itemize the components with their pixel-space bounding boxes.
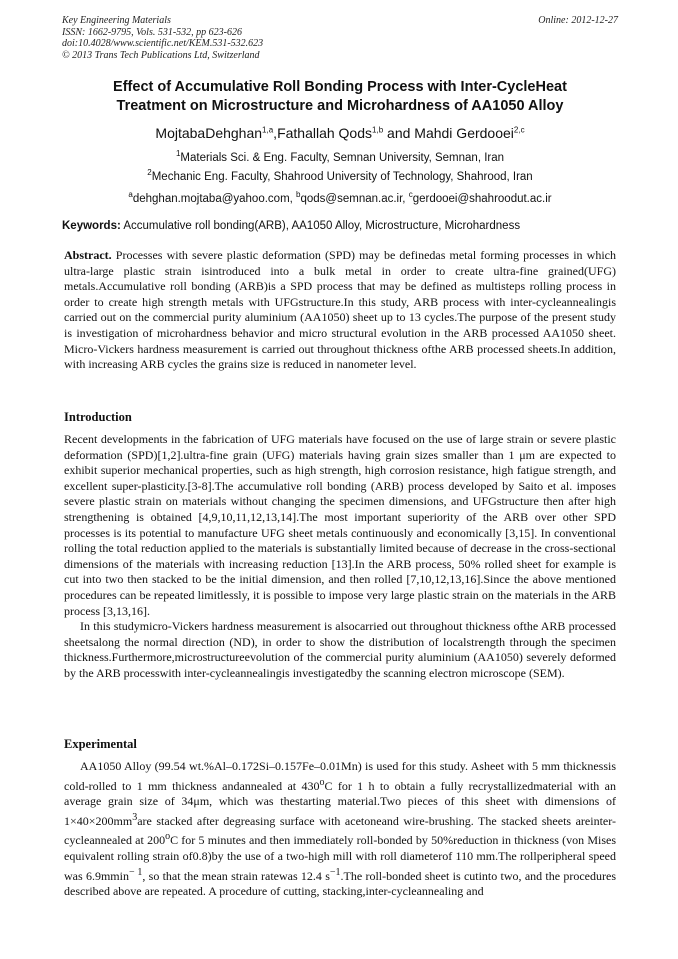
author-superscript: 2,c: [513, 125, 525, 135]
experimental-superscript: o: [319, 776, 325, 788]
experimental-superscript: −1: [329, 866, 341, 878]
experimental-text: .The roll-bonded sheet is cutinto two, and the procedures described above are repeated. A procedure of cutting, stacking,inter-cycleannealing and: [64, 868, 617, 899]
experimental-paragraph-1: [64, 759, 616, 900]
author-name: Mahdi Gerdooei: [414, 125, 514, 141]
experimental-text: , so that the mean strain ratewas 12.4 s: [142, 868, 330, 883]
author-name: Fathallah Qods: [277, 125, 373, 141]
keywords-label: Keywords:: [62, 220, 121, 232]
affiliation-superscript: 1: [175, 149, 181, 159]
doi-line: doi:10.4028/www.scientific.net/KEM.531-532.623: [62, 38, 264, 49]
online-date: Online: 2012-12-27: [538, 15, 618, 26]
journal-meta: [62, 15, 618, 61]
introduction-body: [64, 432, 616, 682]
experimental-text: C for 5 minutes and then immediately roll-bonded by 50%reduction in thickness (von Mises equivalent rolling strain of0.8)by the use of a two-high mill with roll diameterof 110 mm.The rollperipheral speed was 6.9mmin: [64, 833, 616, 883]
affiliation-text: Materials Sci. & Eng. Faculty, Semnan University, Semnan, Iran: [180, 152, 505, 164]
abstract: [64, 248, 616, 373]
experimental-text: are stacked after degreasing surface with acetoneand wire-brushing. The stacked sheets areinter-cycleannealed at 200: [64, 813, 616, 848]
experimental-superscript: 3: [132, 811, 138, 823]
journal-name: Key Engineering Materials: [62, 15, 171, 26]
title-line-1: Effect of Accumulative Roll Bonding Process with Inter-CycleHeat: [113, 79, 567, 95]
author-name: MojtabaDehghan: [155, 125, 263, 141]
issn-line: ISSN: 1662-9795, Vols. 531-532, pp 623-626: [62, 26, 242, 38]
email-line: [62, 192, 618, 206]
email-superscript: a: [128, 190, 133, 200]
experimental-superscript: o: [165, 831, 171, 843]
introduction-paragraph-1: Recent developments in the fabrication of UFG materials have focused on the use of large strain or severe plastic deformation (SPD)[1,2].ultra-fine grain (UFG) materials having grain sizes smaller than 1 μm are expected to exhibit superior mechanical properties, such as high strength, high corrosion resistance, high fatigue strength, and excellent super-plasticity.[3-8].The accumulative roll bonding (ARB) process developed by Saito et al. imposes severe plastic strain on materials without changing the specimen dimensions, and UFGstructure then after high strengthening is obtained [4,9,10,11,12,13,14].The most important superiority of the ARB over other SPD processes is its potential to manufacture UFG sheet metals continuously and economically [3,15]. In conventional rolling the total reduction applied to the materials is substantially limited because of decrease in the cross-sectional dimensions of the materials with increasing reduction [13].In the ARB process, 50% rolled sheet for example is cut into two then stacked to be the initial dimension, and then rolled [7,10,12,13,16].Since the above mentioned procedures can be repeated limitlessly, it is possible to impose very large plastic strain on the materials in the ARB process [3,13,16].: [64, 432, 616, 618]
email-a: dehghan.mojtaba@yahoo.com,: [132, 193, 297, 205]
experimental-body: [64, 759, 616, 900]
experimental-text: C for 1 h to obtain a fully recrystallizedmaterial with an average grain size of 34μm, which was thestarting material.Two pieces of this sheet with dimensions of 1×40×200mm: [64, 778, 616, 828]
experimental-superscript: − 1: [128, 866, 143, 878]
author-list: MojtabaDehghan$^{1,a}$,Fathallah Qods$^{1,b}$ and Mahdi Gerdooei$^{2,c}$: [155, 125, 525, 141]
introduction-heading: Introduction: [64, 410, 132, 424]
email-b: qods@semnan.ac.ir,: [300, 193, 409, 205]
keywords: [62, 219, 618, 233]
experimental-heading: Experimental: [64, 737, 137, 751]
abstract-text: Processes with severe plastic deformation (SPD) may be definedas metal forming processes in which ultra-large plastic strain isintroduced into a bulk metal in order to create ultra-fine grained(UFG) metals.Accumulative roll bonding (ARB)is a SPD process that may be defined as multisteps rolling process in order to create high strength metals with UFGstructure.In this study, ARB process with inter-cycleannealingis carried out on the commercial purity aluminium (AA1050) sheet up to 13 cycles.The purpose of the present study is investigation of microhardness behavior and micro structural evolution in the ARB processed AA1050 sheet. Micro-Vickers hardness measurement is carried out throughout thickness ofthe ARB processed sheets.In addition, with increasing ARB cycles the grains size is reduced in nanometer level.: [64, 248, 616, 372]
affiliation-text: Mechanic Eng. Faculty, Shahrood University of Technology, Shahrood, Iran: [151, 171, 533, 183]
email-superscript: b: [296, 190, 301, 200]
title-line-2: Treatment on Microstructure and Microhardness of AA1050 Alloy: [116, 98, 564, 114]
experimental-text: AA1050 Alloy (99.54 wt.%Al–0.172Si–0.157Fe–0.01Mn) is used for this study. Asheet with 5 mm thicknessis cold-rolled to 1 mm thickness andannealed at 430: [64, 759, 616, 793]
affiliation-superscript: 2: [147, 168, 152, 178]
affiliation-2: [62, 170, 618, 184]
email-c: gerdooei@shahroodut.ac.ir: [412, 193, 552, 205]
paper-title: [62, 78, 618, 116]
author-superscript: 1,a: [262, 125, 274, 135]
author-superscript: 1,b: [372, 125, 384, 135]
copyright-line: © 2013 Trans Tech Publications Ltd, Switzerland: [62, 49, 260, 61]
keywords-text: Accumulative roll bonding(ARB), AA1050 Alloy, Microstructure, Microhardness: [120, 220, 521, 232]
abstract-label: Abstract.: [64, 248, 112, 262]
email-superscript: c: [408, 190, 413, 200]
affiliation-1: [62, 151, 618, 165]
introduction-paragraph-2: In this studymicro-Vickers hardness measurement is alsocarried out throughout thickness ofthe ARB processed sheetsalong the normal direction (ND), in order to show the distribution of localstrength through the specimen thickness.Furthermore,microstructureevolution of the commercial purity aluminium (AA1050) severely deformed by the ARB processwith inter-cycleannealingis investigatedby the scanning electron microscope (SEM).: [64, 619, 616, 680]
